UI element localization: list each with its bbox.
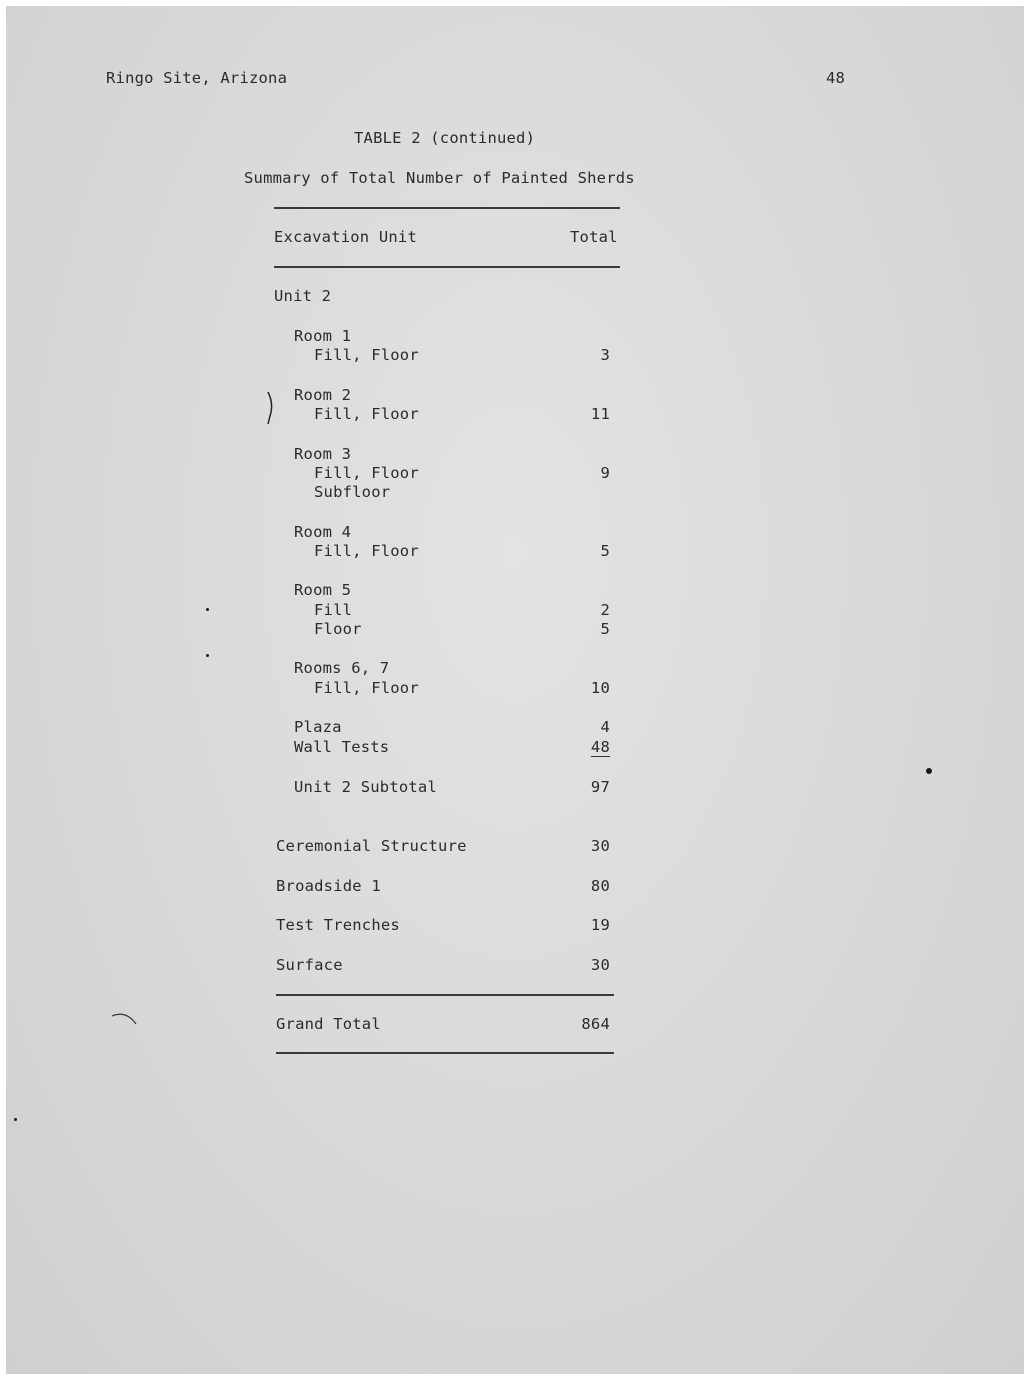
header-bottom-rule: [274, 266, 620, 268]
group-label-unit-2: Unit 2: [274, 287, 332, 305]
plaza-total: 4: [600, 718, 610, 736]
room-5-floor-total: 5: [600, 620, 610, 638]
room-2-fill-floor-total: 11: [590, 405, 610, 423]
stray-mark: [110, 1010, 140, 1030]
room-3-fill-floor-label: Fill, Floor: [314, 464, 419, 482]
room-4-fill-floor-total: 5: [600, 542, 610, 560]
pencil-mark: [264, 390, 278, 430]
room-5-fill-label: Fill: [314, 601, 353, 619]
ceremonial-structure-total: 30: [590, 837, 610, 855]
wall-tests-total: [570, 737, 610, 757]
page-number: 48: [826, 69, 846, 87]
scan-speck: [926, 768, 932, 774]
room-1-label: Room 1: [294, 327, 352, 345]
running-title: Ringo Site, Arizona: [106, 69, 288, 87]
rooms-6-7-fill-floor-total: 10: [590, 679, 610, 697]
room-1-fill-floor-total: 3: [600, 346, 610, 364]
unit-2-subtotal-total: 97: [590, 778, 610, 796]
grand-total-label: Grand Total: [276, 1015, 381, 1033]
broadside-1-total: 80: [590, 877, 610, 895]
unit-2-subtotal-label: Unit 2 Subtotal: [294, 778, 437, 796]
grand-total-bottom-rule: [276, 1052, 614, 1054]
wall-tests-total-value: 48: [590, 738, 610, 756]
plaza-label: Plaza: [294, 718, 342, 736]
room-5-floor-label: Floor: [314, 620, 362, 638]
grand-total-top-rule: [276, 994, 614, 996]
scan-speck: [206, 608, 209, 611]
room-3-label: Room 3: [294, 445, 352, 463]
room-5-fill-total: 2: [600, 601, 610, 619]
surface-total: 30: [590, 956, 610, 974]
table-title: TABLE 2 (continued): [354, 129, 536, 147]
room-2-label: Room 2: [294, 386, 352, 404]
room-4-fill-floor-label: Fill, Floor: [314, 542, 419, 560]
ceremonial-structure-label: Ceremonial Structure: [276, 837, 467, 855]
test-trenches-total: 19: [590, 916, 610, 934]
grand-total-value: 864: [581, 1015, 610, 1033]
room-5-label: Room 5: [294, 581, 352, 599]
rooms-6-7-label: Rooms 6, 7: [294, 659, 390, 677]
room-2-fill-floor-label: Fill, Floor: [314, 405, 419, 423]
surface-label: Surface: [276, 956, 343, 974]
table-top-rule: [274, 207, 620, 209]
wall-tests-label: Wall Tests: [294, 738, 390, 756]
scan-speck: [206, 654, 209, 657]
room-1-fill-floor-label: Fill, Floor: [314, 346, 419, 364]
rooms-6-7-fill-floor-label: Fill, Floor: [314, 679, 419, 697]
broadside-1-label: Broadside 1: [276, 877, 381, 895]
scan-speck: [14, 1118, 17, 1121]
room-3-fill-floor-total: 9: [600, 464, 610, 482]
room-4-label: Room 4: [294, 523, 352, 541]
document-sheet: [6, 6, 1024, 1374]
table-caption: Summary of Total Number of Painted Sherds: [244, 169, 635, 187]
test-trenches-label: Test Trenches: [276, 916, 400, 934]
room-3-subfloor-label: Subfloor: [314, 483, 391, 501]
column-header-unit: Excavation Unit: [274, 228, 417, 246]
column-header-total: Total: [570, 228, 618, 246]
